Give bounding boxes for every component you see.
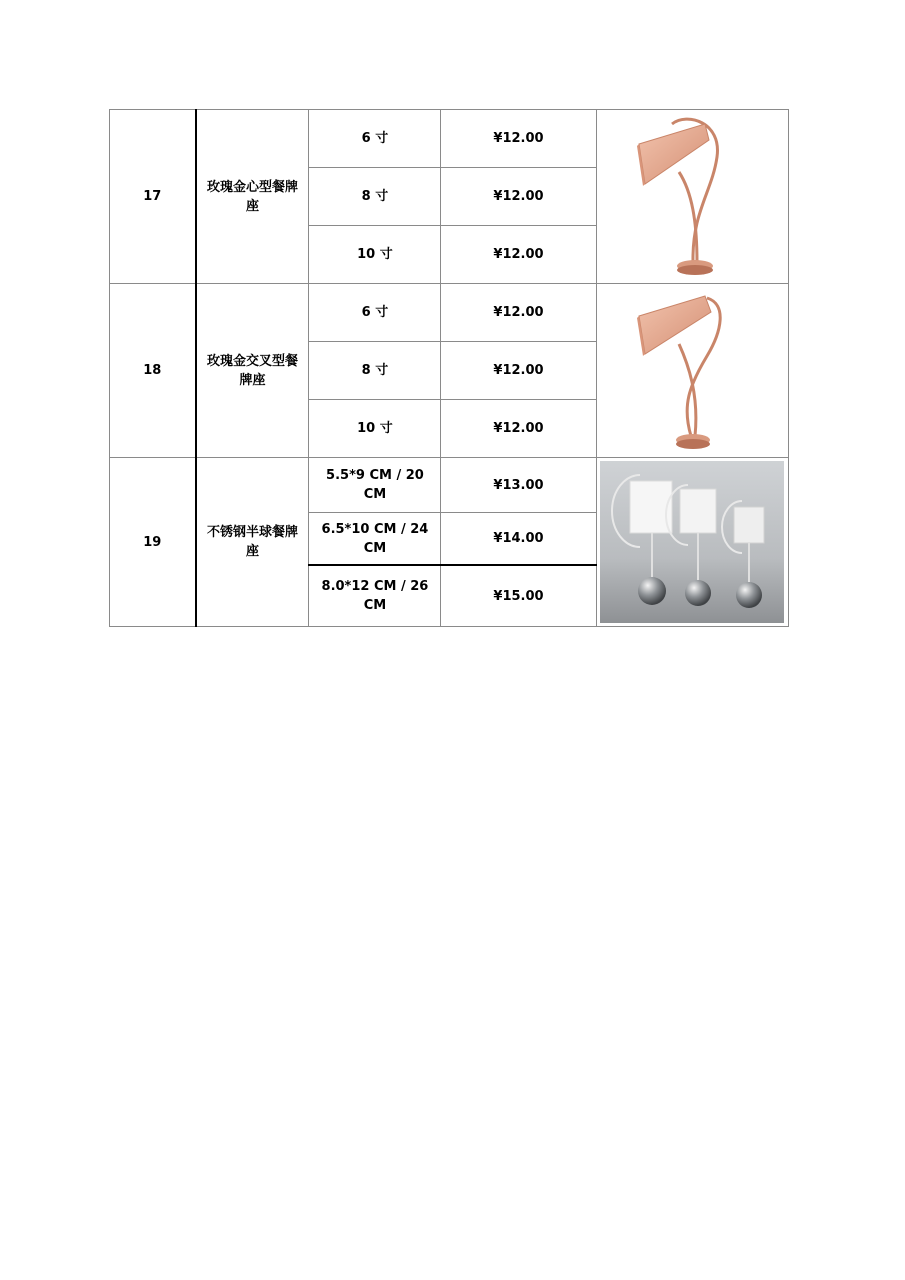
item-number: 17	[110, 110, 196, 284]
size-cell: 8 寸	[309, 168, 441, 226]
size-cell: 6 寸	[309, 284, 441, 342]
price-cell: ¥12.00	[441, 226, 596, 284]
product-name: 玫瑰金交叉型餐牌座	[196, 284, 309, 458]
item-number: 19	[110, 458, 196, 627]
table-row	[110, 110, 789, 168]
product-name: 玫瑰金心型餐牌座	[196, 110, 309, 284]
product-name: 不锈钢半球餐牌座	[196, 458, 309, 627]
product-image	[596, 110, 788, 284]
size-cell: 10 寸	[309, 226, 441, 284]
product-image	[596, 458, 788, 627]
price-cell: ¥12.00	[441, 168, 596, 226]
size-cell: 6 寸	[309, 110, 441, 168]
product-image	[596, 284, 788, 458]
size-cell: 5.5*9 CM / 20 CM	[309, 458, 441, 513]
price-cell: ¥12.00	[441, 400, 596, 458]
table-row	[110, 284, 789, 342]
price-cell: ¥12.00	[441, 342, 596, 400]
rose-gold-heart-menu-stand-icon	[597, 112, 787, 282]
rose-gold-cross-menu-stand-icon	[597, 286, 787, 456]
item-number: 18	[110, 284, 196, 458]
size-cell: 8 寸	[309, 342, 441, 400]
price-cell: ¥15.00	[441, 565, 596, 627]
size-cell: 10 寸	[309, 400, 441, 458]
price-cell: ¥12.00	[441, 110, 596, 168]
product-price-table	[109, 109, 789, 627]
price-cell: ¥14.00	[441, 513, 596, 566]
size-cell: 8.0*12 CM / 26 CM	[309, 565, 441, 627]
stainless-steel-hemisphere-menu-stands-icon	[600, 461, 784, 623]
size-cell: 6.5*10 CM / 24 CM	[309, 513, 441, 566]
table-row	[110, 458, 789, 513]
price-cell: ¥13.00	[441, 458, 596, 513]
price-cell: ¥12.00	[441, 284, 596, 342]
